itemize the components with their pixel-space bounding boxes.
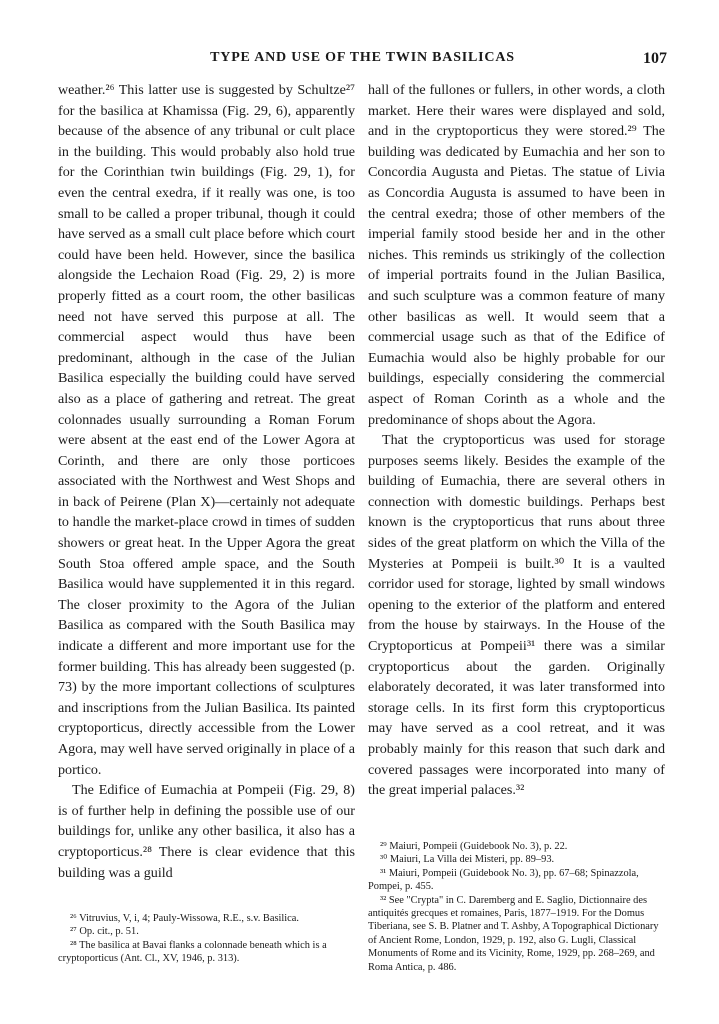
- footnote: ³¹ Maiuri, Pompeii (Guidebook No. 3), pp. 67–68; Spinazzola, Pompei, p. 455.: [368, 867, 639, 893]
- left-column: [58, 80, 355, 883]
- right-footnotes: [368, 840, 665, 974]
- footnote: ²⁹ Maiuri, Pompeii (Guidebook No. 3), p. 22.: [380, 841, 568, 852]
- paragraph: That the cryptoporticus was used for storage purposes seems likely. Besides the example of the building of Eumachia, there are several others in connection with domestic buildings. Perhaps best known is the cryptoporticus that runs about three sides of the great platform on which the Villa of the Mysteries at Pompeii is built.³⁰ It is a vaulted corridor used for storage, lighted by small windows opening to the exterior of the platform and entered from the house by stairways. In the House of the Cryptoporticus at Pompeii³¹ there was a similar cryptoporticus about the garden. Originally elaborately decorated, it was later transformed into storage cells. In its first form this cryptoporticus may have served as a cool retreat, and it was probably mainly for this reason that such dark and covered passages were incorporated into many of the great imperial palaces.³²: [368, 432, 665, 799]
- paragraph: The Edifice of Eumachia at Pompeii (Fig. 29, 8) is of further help in defining the possible use of our buildings for, unlike any other basilica, it also has a cryptoporticus.²⁸ There is clear evidence that this building was a guild: [58, 782, 355, 881]
- footnote: ²⁸ The basilica at Bavai flanks a colonnade beneath which is a cryptoporticus (Ant. Cl., XV, 1946, p. 313).: [58, 939, 327, 965]
- running-title: TYPE AND USE OF THE TWIN BASILICAS: [210, 50, 515, 65]
- paragraph: weather.²⁶ This latter use is suggested by Schultze²⁷ for the basilica at Khamissa (Fig. 29, 6), apparently because of the absence of any tribunal or cult place in the building. This would probably also hold true for the Corinthian twin buildings (Fig. 29, 1), for even the central exedra, if it really was one, is too small to be called a proper tribunal, though it could have served as a small cult place before which court could have been held. However, since the basilica alongside the Lechaion Road (Fig. 29, 2) is more properly fitted as a court room, the other basilicas need not have served this purpose at all. The commercial aspect would thus have been predominant, although in the case of the Julian Basilica especially the building could have served also as a place of gathering and retreat. The great colonnades usually surrounding a Roman Forum were absent at the east end of the Lower Agora at Corinth, and there are only those porticoes associated with the Northwest and West Shops and in back of Peirene (Plan X)—certainly not adequate to handle the market-place crowd in times of sudden showers or great heat. In the Upper Agora the great South Stoa offered ample space, and the South Basilica would have supplemented it in this regard. The closer proximity to the Agora of the Julian Basilica as compared with the South Basilica may indicate a different and more important use for the former building. This has already been suggested (p. 73) by the more important collections of sculptures and inscriptions from the Julian Basilica. Its painted cryptoporticus, directly accessible from the Lower Agora, may well have served originally in place of a portico.: [58, 82, 355, 778]
- paragraph: hall of the fullones or fullers, in other words, a cloth market. Here their wares were displayed and sold, and in the cryptoporticus they were stored.²⁹ The building was dedicated by Eumachia and her son to Concordia Augusta and Pietas. The statue of Livia as Concordia Augusta is assumed to have been in the central exedra; those of other members of the imperial family stood beside her and in the other niches. This reminds us strikingly of the collection of imperial portraits found in the Julian Basilica, and such sculpture was a common feature of many other basilicas as well. It would seem that a commercial usage such as that of the Edifice of Eumachia would also be highly probable for our buildings, especially considering the commercial aspect of Roman Corinth as a whole and the predominance of shops about the Agora.: [368, 82, 665, 428]
- page-header: [58, 50, 667, 70]
- left-footnotes: [58, 912, 355, 966]
- footnote: ³² See "Crypta" in C. Daremberg and E. Saglio, Dictionnaire des antiquités grecques et romaines, Paris, 1877–1919. For the Domus Tiberiana, see S. B. Platner and T. Ashby, A Topographical Dictionary of Ancient Rome, London, 1929, p. 192, also G. Lugli, Classical Monuments of Rome and its Vicinity, Rome, 1929, pp. 268–269, and Roma Antica, p. 486.: [368, 894, 659, 973]
- footnote: ²⁶ Vitruvius, V, i, 4; Pauly-Wissowa, R.E., s.v. Basilica.: [70, 913, 299, 924]
- footnote: ³⁰ Maiuri, La Villa dei Misteri, pp. 89–93.: [380, 854, 555, 866]
- page-number: 107: [643, 50, 667, 67]
- footnote: ²⁷ Op. cit., p. 51.: [70, 926, 139, 938]
- right-column: [368, 80, 665, 801]
